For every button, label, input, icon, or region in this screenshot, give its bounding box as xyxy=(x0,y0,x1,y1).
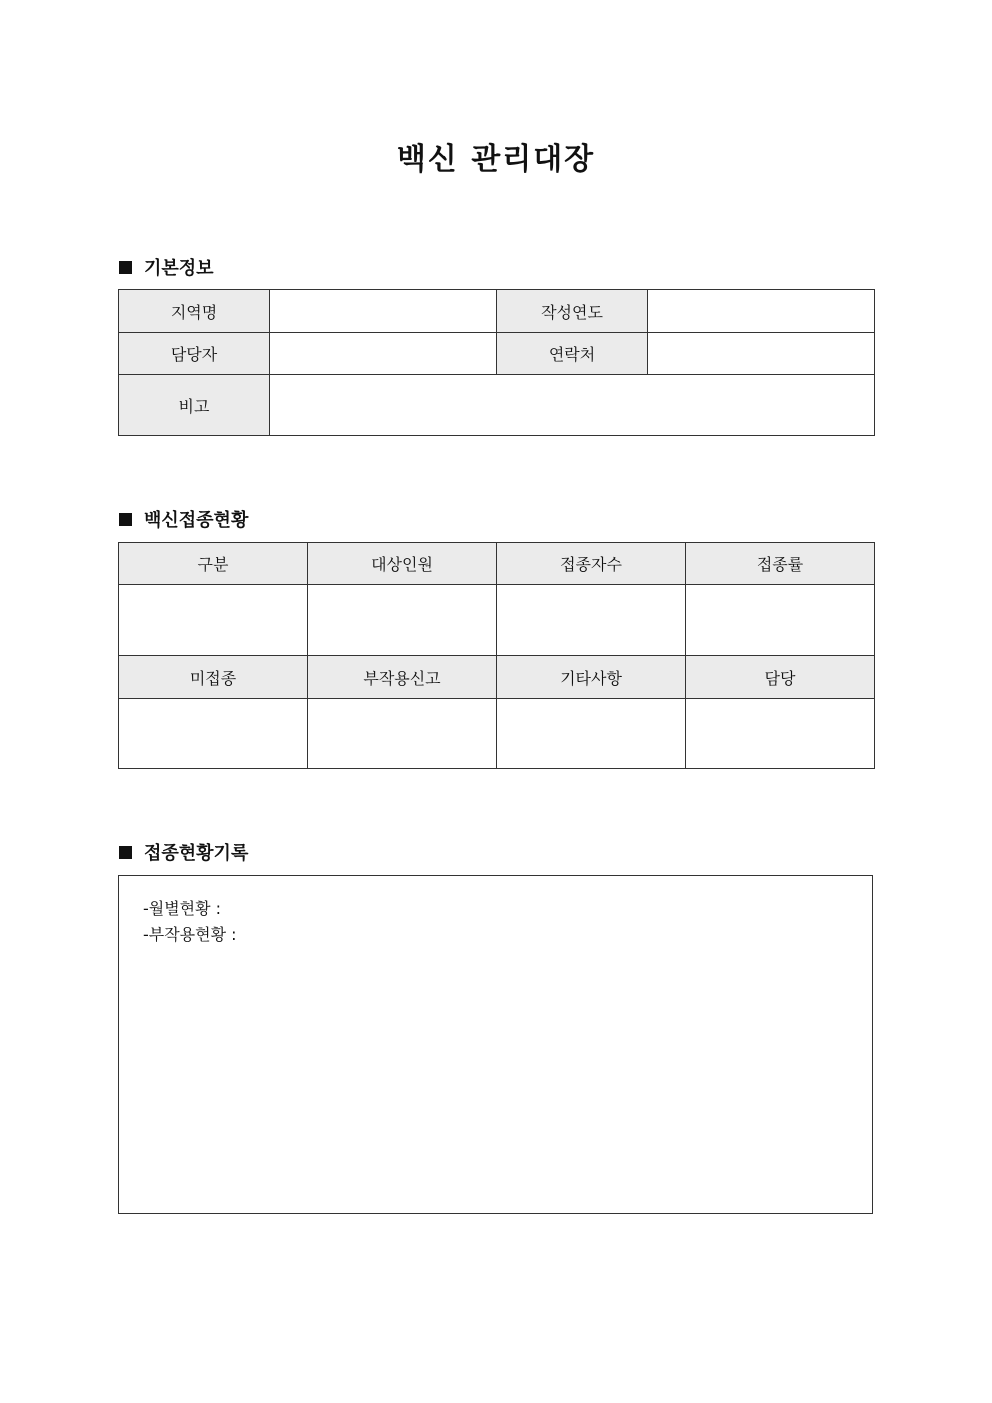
table-row xyxy=(119,333,875,375)
side-effect-report-header: 부작용신고 xyxy=(308,656,497,699)
vaccination-rate-header: 접종률 xyxy=(686,543,875,585)
table-row xyxy=(119,656,875,699)
vaccination-status-table xyxy=(118,542,875,769)
section-heading-vaccination xyxy=(119,506,248,532)
person-in-charge-header: 담당 xyxy=(686,656,875,699)
vaccinated-count-field[interactable] xyxy=(497,585,686,656)
target-count-header: 대상인원 xyxy=(308,543,497,585)
vaccinated-count-header: 접종자수 xyxy=(497,543,686,585)
section-title: 기본정보 xyxy=(144,258,214,279)
unvaccinated-header: 미접종 xyxy=(119,656,308,699)
note-label: 비고 xyxy=(119,375,270,436)
vaccination-record-box[interactable] xyxy=(118,875,873,1214)
category-header: 구분 xyxy=(119,543,308,585)
person-in-charge-field[interactable] xyxy=(686,699,875,769)
category-field[interactable] xyxy=(119,585,308,656)
contact-label: 연락처 xyxy=(497,333,648,375)
target-count-field[interactable] xyxy=(308,585,497,656)
table-row xyxy=(119,375,875,436)
square-bullet-icon xyxy=(119,513,132,526)
section-title: 백신접종현황 xyxy=(144,510,249,531)
side-effect-report-field[interactable] xyxy=(308,699,497,769)
table-row xyxy=(119,699,875,769)
section-heading-record xyxy=(119,839,248,865)
table-row xyxy=(119,585,875,656)
section-heading-basic-info xyxy=(119,254,214,280)
vaccination-rate-field[interactable] xyxy=(686,585,875,656)
region-label: 지역명 xyxy=(119,290,270,333)
side-effect-status-line: -부작용현황 : xyxy=(143,925,237,944)
square-bullet-icon xyxy=(119,261,132,274)
unvaccinated-field[interactable] xyxy=(119,699,308,769)
note-field[interactable] xyxy=(270,375,875,436)
document-title: 백신 관리대장 xyxy=(396,142,596,177)
table-row xyxy=(119,290,875,333)
section-title: 접종현황기록 xyxy=(144,843,249,864)
year-label: 작성연도 xyxy=(497,290,648,333)
monthly-status-line: -월별현황 : xyxy=(143,899,222,918)
basic-info-table xyxy=(118,289,875,436)
other-notes-header: 기타사항 xyxy=(497,656,686,699)
region-field[interactable] xyxy=(270,290,497,333)
manager-field[interactable] xyxy=(270,333,497,375)
year-field[interactable] xyxy=(648,290,875,333)
manager-label: 담당자 xyxy=(119,333,270,375)
square-bullet-icon xyxy=(119,846,132,859)
other-notes-field[interactable] xyxy=(497,699,686,769)
table-row xyxy=(119,543,875,585)
contact-field[interactable] xyxy=(648,333,875,375)
